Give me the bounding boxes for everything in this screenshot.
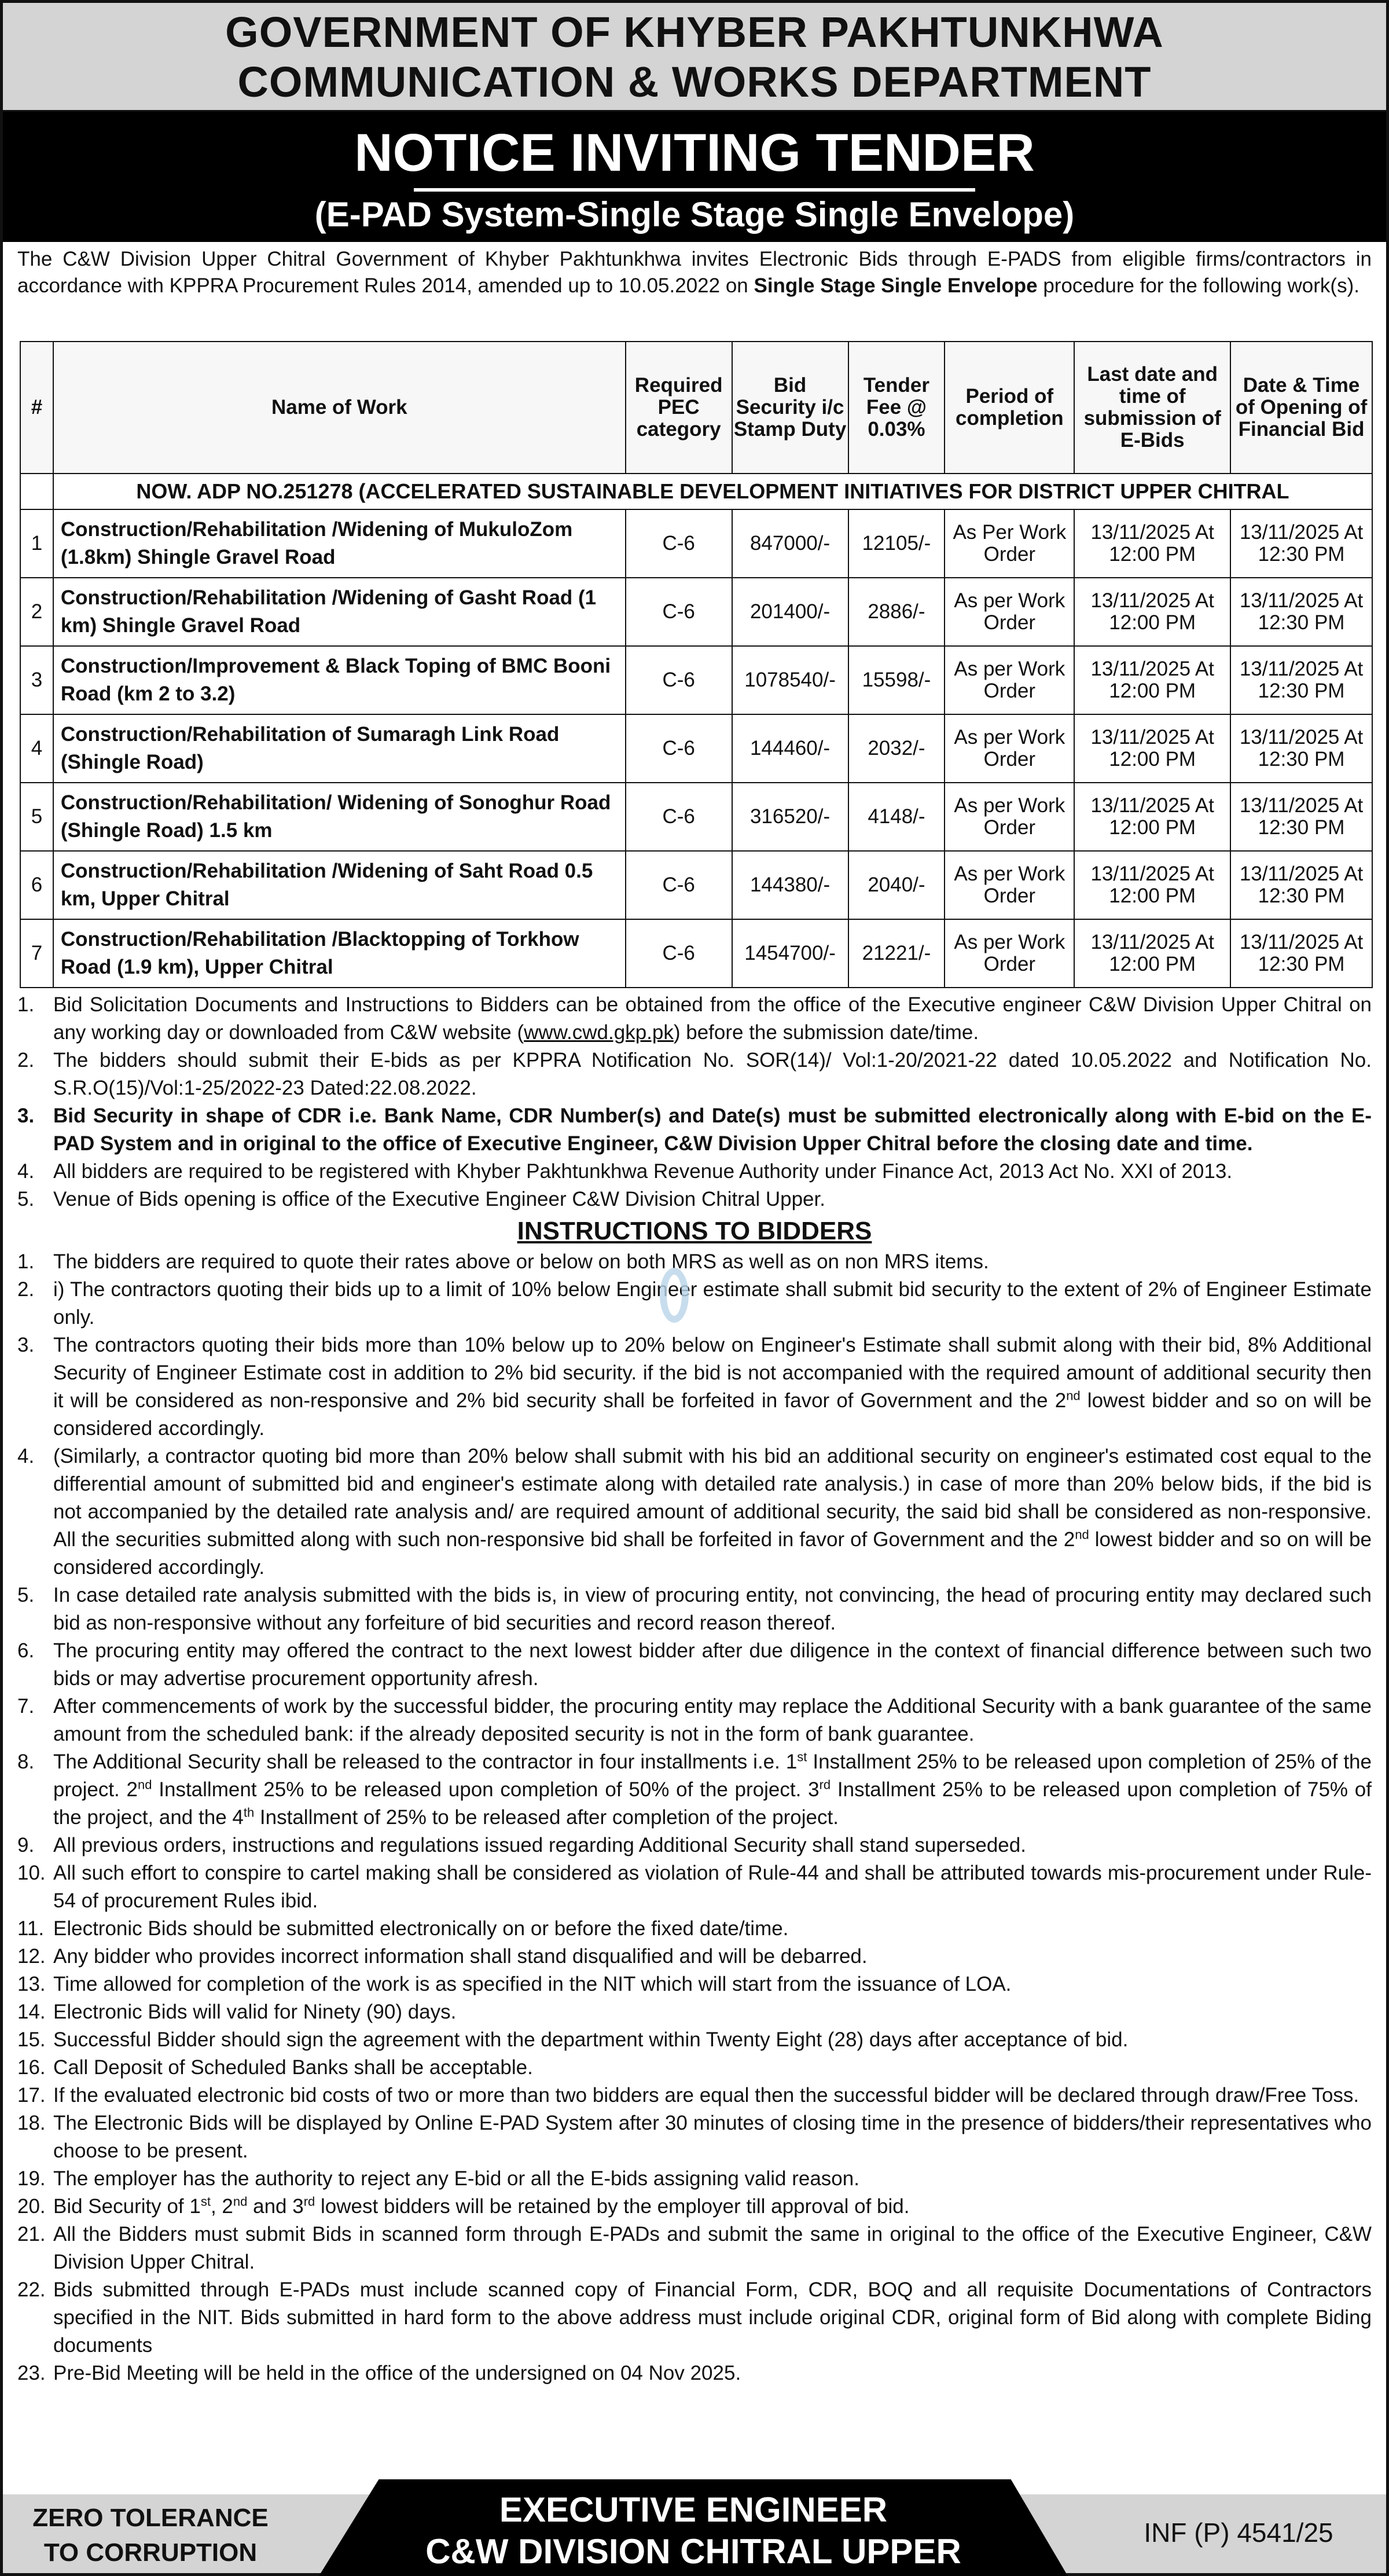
ordinal-suffix: th <box>243 1805 255 1820</box>
text-segment: Call Deposit of Scheduled Banks shall be acceptable. <box>53 2056 533 2079</box>
text-segment: Any bidder who provides incorrect information shall stand disqualified and will be debarred. <box>53 1945 868 1968</box>
section-row <box>20 474 1372 509</box>
text-segment: i) The contractors quoting their bids up to a limit of 10% below Engineer estimate shall submit bid security to the extent of 2% of Engineer Estimate only. <box>53 1278 1372 1329</box>
cell-fee: 4148/- <box>848 783 945 851</box>
item-text <box>53 1158 1372 1186</box>
cell-no: 7 <box>20 919 53 988</box>
cell-no: 3 <box>20 646 53 714</box>
intro-text-end: procedure for the following work(s). <box>1037 274 1359 297</box>
cell-security: 1454700/- <box>732 919 848 988</box>
cell-opening: 13/11/2025 At 12:30 PM <box>1230 578 1372 646</box>
cell-no: 5 <box>20 783 53 851</box>
table-row <box>20 714 1372 783</box>
list-item <box>17 2054 1372 2082</box>
cell-opening: 13/11/2025 At 12:30 PM <box>1230 851 1372 919</box>
cell-period: As per Work Order <box>945 578 1074 646</box>
cell-fee: 2040/- <box>848 851 945 919</box>
cell-opening: 13/11/2025 At 12:30 PM <box>1230 714 1372 783</box>
cell-pec: C-6 <box>626 578 732 646</box>
cell-period: As per Work Order <box>945 714 1074 783</box>
column-header: Period of completion <box>945 342 1074 474</box>
text-segment: All bidders are required to be registered with Khyber Pakhtunkhwa Revenue Authority under Finance Act, 2013 Act No. XXI of 2013. <box>53 1160 1233 1183</box>
cell-opening: 13/11/2025 At 12:30 PM <box>1230 646 1372 714</box>
item-text <box>53 2026 1372 2054</box>
government-header <box>3 3 1386 112</box>
cell-pec: C-6 <box>626 851 732 919</box>
list-item <box>17 2360 1372 2387</box>
text-segment: The bidders are required to quote their rates above or below on both MRS as well as on non MRS items. <box>53 1250 989 1273</box>
item-text <box>53 1186 1372 1213</box>
item-number: 1. <box>17 1250 35 1273</box>
cell-pec: C-6 <box>626 783 732 851</box>
table-header-row <box>20 342 1372 474</box>
text-segment: If the evaluated electronic bid costs of two or more than two bidders are equal then the successful bidder will be declared through draw/Free Toss. <box>53 2084 1359 2107</box>
list-item <box>17 1637 1372 1693</box>
item-number: 5. <box>17 1188 35 1210</box>
text-segment: (Similarly, a contractor quoting bid more than 20% below shall submit with his bid an additional security on engineer's estimated cost equal to the differential amount of submitted bid and engineer's estimate along with detailed rate analysis.) in case of more than 20% below bids, if the bid is not accompanied by the detailed rate analysis and/ are required amount of additional security, the said bid shall be considered as non-responsive. All the securities submitted along with such non-responsive bid shall be forfeited in favor of Government and the 2 <box>53 1445 1372 1551</box>
item-number: 4. <box>17 1160 35 1183</box>
cell-name: Construction/Rehabilitation of Sumaragh Link Road (Shingle Road) <box>53 714 626 783</box>
slogan-line-2: TO CORRUPTION <box>43 2538 258 2567</box>
list-item <box>17 1581 1372 1637</box>
item-text <box>53 2054 1372 2082</box>
cell-security: 144380/- <box>732 851 848 919</box>
item-text <box>53 1943 1372 1970</box>
list-item <box>17 1158 1372 1186</box>
list-item <box>17 1047 1372 1102</box>
item-text <box>53 1915 1372 1943</box>
item-number: 7. <box>17 1695 35 1718</box>
header-line-2: COMMUNICATION & WORKS DEPARTMENT <box>237 58 1152 106</box>
list-item <box>17 1331 1372 1443</box>
slogan-line-1: ZERO TOLERANCE <box>32 2504 269 2532</box>
text-segment: Time allowed for completion of the work is as specified in the NIT which will start from the issuance of LOA. <box>53 1973 1012 1995</box>
cell-period: As per Work Order <box>945 919 1074 988</box>
item-text <box>53 1859 1372 1915</box>
cell-no: 6 <box>20 851 53 919</box>
text-segment: Pre-Bid Meeting will be held in the office of the undersigned on 04 Nov 2025. <box>53 2362 741 2384</box>
text-segment: Electronic Bids should be submitted electronically on or before the fixed date/time. <box>53 1917 789 1940</box>
text-segment: Electronic Bids will valid for Ninety (90) days. <box>53 2001 457 2023</box>
item-number: 9. <box>17 1834 35 1856</box>
cell-period: As per Work Order <box>945 646 1074 714</box>
cell-name: Construction/Rehabilitation /Blacktopping of Torkhow Road (1.9 km), Upper Chitral <box>53 919 626 988</box>
list-item <box>17 1693 1372 1748</box>
item-text <box>53 1331 1372 1443</box>
item-text <box>53 1748 1372 1832</box>
item-text <box>53 2360 1372 2387</box>
notice-title: NOTICE INVITING TENDER <box>354 123 1035 182</box>
item-number: 11. <box>17 1917 45 1940</box>
cell-name: Construction/Rehabilitation/ Widening of Sonoghur Road (Shingle Road) 1.5 km <box>53 783 626 851</box>
item-number: 17. <box>17 2084 46 2107</box>
item-text <box>53 2082 1372 2109</box>
text-segment: ) before the submission date/time. <box>673 1021 979 1044</box>
item-text <box>53 1276 1372 1331</box>
list-item <box>17 2026 1372 2054</box>
list-item <box>17 1748 1372 1832</box>
cell-fee: 2032/- <box>848 714 945 783</box>
text-segment: The bidders should submit their E-bids as per KPPRA Notification No. SOR(14)/ Vol:1-20/2021-22 dated 10.05.2022 and Notification No. S.R.O(15)/Vol:1-25/2022-23 Dated:22.08.2022. <box>53 1049 1372 1099</box>
cell-opening: 13/11/2025 At 12:30 PM <box>1230 509 1372 578</box>
cell-no: 2 <box>20 578 53 646</box>
list-item <box>17 1859 1372 1915</box>
ordinal-suffix: st <box>797 1749 807 1764</box>
notes-section <box>17 991 1372 2387</box>
item-number: 18. <box>17 2112 46 2134</box>
list-item <box>17 2276 1372 2360</box>
text-segment: The employer has the authority to reject any E-bid or all the E-bids assigning valid reason. <box>53 2167 859 2190</box>
cell-security: 144460/- <box>732 714 848 783</box>
item-number: 1. <box>17 993 35 1016</box>
list-item <box>17 1970 1372 1998</box>
table-row <box>20 646 1372 714</box>
cell-security: 316520/- <box>732 783 848 851</box>
list-item <box>17 1186 1372 1213</box>
item-number: 20. <box>17 2195 46 2218</box>
list-item <box>17 1832 1372 1859</box>
column-header: Bid Security i/c Stamp Duty <box>732 342 848 474</box>
list-item <box>17 1915 1372 1943</box>
list-item <box>17 1248 1372 1276</box>
title-banner <box>3 112 1386 242</box>
item-text <box>53 1970 1372 1998</box>
cell-period: As per Work Order <box>945 783 1074 851</box>
cell-name: Construction/Rehabilitation /Widening of MukuloZom (1.8km) Shingle Gravel Road <box>53 509 626 578</box>
list-item <box>17 2165 1372 2193</box>
text-segment: All previous orders, instructions and regulations issued regarding Additional Security shall stand superseded. <box>53 1834 1026 1856</box>
section-title: NOW. ADP NO.251278 (ACCELERATED SUSTAINABLE DEVELOPMENT INITIATIVES FOR DISTRICT UPPER CHITRAL <box>53 474 1372 509</box>
text-segment: lowest bidder and so on will be considered accordingly. <box>53 1528 1372 1579</box>
item-text <box>53 1102 1372 1158</box>
cell-security: 201400/- <box>732 578 848 646</box>
cell-pec: C-6 <box>626 509 732 578</box>
signatory-division: C&W DIVISION CHITRAL UPPER <box>425 2532 961 2571</box>
intro-procedure: Single Stage Single Envelope <box>754 274 1038 297</box>
text-segment: Successful Bidder should sign the agreement with the department within Twenty Eight (28) days after acceptance of bid. <box>53 2028 1129 2051</box>
item-number: 12. <box>17 1945 46 1968</box>
list-item <box>17 1276 1372 1331</box>
column-header: # <box>20 342 53 474</box>
cell-period: As Per Work Order <box>945 509 1074 578</box>
reference-number: INF (P) 4541/25 <box>1144 2518 1333 2548</box>
ordinal-suffix: nd <box>1066 1388 1081 1403</box>
text-segment: Bid Security in shape of CDR i.e. Bank Name, CDR Number(s) and Date(s) must be submitted electronically along with E-bid on the E-PAD System and in original to the office of Executive Engineer, C&W Division Upper Chitral before the closing date and time. <box>53 1104 1372 1155</box>
text-segment: Bids submitted through E-PADs must include scanned copy of Financial Form, CDR, BOQ and all requisite Documentations of Contractors specified in the NIT. Bids submitted in hard form to the above address must include original CDR, original form of Bid along with complete Biding documents <box>53 2278 1372 2357</box>
cell-submission: 13/11/2025 At 12:00 PM <box>1074 783 1230 851</box>
cell-name: Construction/Rehabilitation /Widening of Saht Road 0.5 km, Upper Chitral <box>53 851 626 919</box>
intro-text: The C&W Division Upper Chitral Government of Khyber Pakhtunkhwa invites Electronic Bids through E-PADS from eligible firms/contractors in accordance with KPPRA Procurement Rules 2014, amended up to 10.05.2022 on <box>17 248 1372 297</box>
item-text <box>53 1581 1372 1637</box>
ordinal-suffix: nd <box>138 1777 152 1792</box>
cell-pec: C-6 <box>626 646 732 714</box>
list-item <box>17 1943 1372 1970</box>
cell-submission: 13/11/2025 At 12:00 PM <box>1074 509 1230 578</box>
list-item <box>17 1102 1372 1158</box>
item-text <box>53 1693 1372 1748</box>
ordinal-suffix: nd <box>1075 1527 1089 1542</box>
cell-no: 4 <box>20 714 53 783</box>
text-segment: After commencements of work by the successful bidder, the procuring entity may replace the Additional Security with a bank guarantee of the same amount from the scheduled bank: if the already deposited security is not in the form of bank guarantee. <box>53 1695 1372 1745</box>
cell-submission: 13/11/2025 At 12:00 PM <box>1074 646 1230 714</box>
cell-security: 847000/- <box>732 509 848 578</box>
ordinal-suffix: st <box>200 2194 211 2209</box>
ordinal-suffix: rd <box>819 1777 831 1792</box>
text-segment: All the Bidders must submit Bids in scanned form through E-PADs and submit the same in original to the office of the Executive Engineer, C&W Division Upper Chitral. <box>53 2223 1372 2273</box>
cell-fee: 12105/- <box>848 509 945 578</box>
text-segment: Installment 25% to be released upon completion of 75% of the project, and the 4 <box>53 1778 1372 1829</box>
item-text <box>53 1998 1372 2026</box>
item-number: 23. <box>17 2362 46 2384</box>
text-segment: All such effort to conspire to cartel making shall be considered as violation of Rule-44 and shall be attributed towards mis-procurement under Rule-54 of procurement Rules ibid. <box>53 1862 1372 1912</box>
column-header: Last date and time of submission of E-Bids <box>1074 342 1230 474</box>
text-segment: Installment 25% to be released upon completion of 25% of the project. 2 <box>53 1751 1372 1801</box>
item-text <box>53 2165 1372 2193</box>
cell-period: As per Work Order <box>945 851 1074 919</box>
item-number: 19. <box>17 2167 46 2190</box>
table-row <box>20 578 1372 646</box>
item-number: 13. <box>17 1973 46 1995</box>
item-number: 5. <box>17 1584 35 1606</box>
cell-no: 1 <box>20 509 53 578</box>
item-number: 3. <box>17 1104 35 1127</box>
text-segment: Installment of 25% to be released after completion of the project. <box>254 1806 839 1829</box>
cell-submission: 13/11/2025 At 12:00 PM <box>1074 919 1230 988</box>
item-number: 16. <box>17 2056 46 2079</box>
cell-submission: 13/11/2025 At 12:00 PM <box>1074 578 1230 646</box>
text-segment: lowest bidders will be retained by the employer till approval of bid. <box>315 2195 910 2218</box>
item-text <box>53 1443 1372 1581</box>
text-segment: Venue of Bids opening is office of the Executive Engineer C&W Division Chitral Upper. <box>53 1188 825 1210</box>
text-segment: Installment 25% to be released upon completion of 50% of the project. 3 <box>152 1778 820 1801</box>
cell-name: Construction/Rehabilitation /Widening of Gasht Road (1 km) Shingle Gravel Road <box>53 578 626 646</box>
zero-tolerance-slogan <box>23 2501 278 2570</box>
website-link[interactable]: www.cwd.gkp.pk <box>524 1021 674 1044</box>
cell-pec: C-6 <box>626 919 732 988</box>
signatory <box>319 2489 1068 2573</box>
ordinal-suffix: nd <box>233 2194 248 2209</box>
notes-list <box>17 991 1372 1213</box>
intro-paragraph <box>17 246 1372 299</box>
item-text <box>53 1047 1372 1102</box>
item-text <box>53 2276 1372 2360</box>
text-segment: The procuring entity may offered the contract to the next lowest bidder after due diligence in the context of financial difference between such two bids or may advertise procurement opportunity afresh. <box>53 1639 1372 1690</box>
cell-fee: 21221/- <box>848 919 945 988</box>
works-table <box>20 341 1373 988</box>
table-row <box>20 783 1372 851</box>
item-number: 15. <box>17 2028 46 2051</box>
header-line-1: GOVERNMENT OF KHYBER PAKHTUNKHWA <box>225 8 1164 56</box>
watermark-logo-icon <box>660 1268 689 1323</box>
column-header: Tender Fee @ 0.03% <box>848 342 945 474</box>
cell-fee: 2886/- <box>848 578 945 646</box>
text-segment: The contractors quoting their bids more than 10% below up to 20% below on Engineer's Estimate shall submit along with their bid, 8% Additional Security of Engineer Estimate cost in addition to 2% bid security. if the bid is not accompanied with the required amount of additional security then it will be considered as non-responsive and 2% bid security shall be forfeited in favor of Government and the 2 <box>53 1334 1372 1412</box>
table-row <box>20 851 1372 919</box>
cell-security: 1078540/- <box>732 646 848 714</box>
text-segment: Bid Security of 1 <box>53 2195 201 2218</box>
item-text <box>53 2221 1372 2276</box>
text-segment: The Additional Security shall be released to the contractor in four installments i.e. 1 <box>53 1751 798 1773</box>
item-number: 2. <box>17 1278 35 1301</box>
item-number: 14. <box>17 2001 46 2023</box>
item-text <box>53 1248 1372 1276</box>
text-segment: In case detailed rate analysis submitted with the bids is, in view of procuring entity, not convincing, the head of procuring entity may declared such bid as non-responsive without any forfeiture of bid securities and record reason thereof. <box>53 1584 1372 1634</box>
item-text <box>53 991 1372 1047</box>
instructions-heading: INSTRUCTIONS TO BIDDERS <box>517 1217 872 1245</box>
item-text <box>53 2193 1372 2221</box>
instructions-list <box>17 1248 1372 2387</box>
text-segment: lowest bidder and so on will be considered accordingly. <box>53 1389 1372 1440</box>
ordinal-suffix: rd <box>303 2194 315 2209</box>
cell-opening: 13/11/2025 At 12:30 PM <box>1230 919 1372 988</box>
item-number: 22. <box>17 2278 46 2301</box>
item-number: 21. <box>17 2223 46 2245</box>
column-header: Name of Work <box>53 342 626 474</box>
cell-fee: 15598/- <box>848 646 945 714</box>
column-header: Date & Time of Opening of Financial Bid <box>1230 342 1372 474</box>
cell-submission: 13/11/2025 At 12:00 PM <box>1074 714 1230 783</box>
cell-pec: C-6 <box>626 714 732 783</box>
item-text <box>53 1637 1372 1693</box>
column-header: Required PEC category <box>626 342 732 474</box>
signatory-title: EXECUTIVE ENGINEER <box>499 2490 888 2529</box>
list-item <box>17 2221 1372 2276</box>
list-item <box>17 1998 1372 2026</box>
table-row <box>20 919 1372 988</box>
table-row <box>20 509 1372 578</box>
item-number: 10. <box>17 1862 46 1884</box>
cell-opening: 13/11/2025 At 12:30 PM <box>1230 783 1372 851</box>
text-segment: The Electronic Bids will be displayed by Online E-PAD System after 30 minutes of closing time in the presence of bidders/their representatives who choose to be present. <box>53 2112 1372 2162</box>
list-item <box>17 2082 1372 2109</box>
notice-subtitle: (E-PAD System-Single Stage Single Envelope) <box>314 195 1075 234</box>
text-segment: Bid Solicitation Documents and Instructions to Bidders can be obtained from the office of the Executive engineer C&W Division Upper Chitral on any working day or downloaded from C&W website ( <box>53 993 1372 1044</box>
item-number: 2. <box>17 1049 35 1072</box>
list-item <box>17 2109 1372 2165</box>
cell-submission: 13/11/2025 At 12:00 PM <box>1074 851 1230 919</box>
item-number: 6. <box>17 1639 35 1662</box>
text-segment: and 3 <box>247 2195 304 2218</box>
cell-name: Construction/Improvement & Black Toping of BMC Booni Road (km 2 to 3.2) <box>53 646 626 714</box>
list-item <box>17 991 1372 1047</box>
item-text <box>53 2109 1372 2165</box>
item-number: 3. <box>17 1334 35 1356</box>
item-number: 8. <box>17 1751 35 1773</box>
list-item <box>17 2193 1372 2221</box>
list-item <box>17 1443 1372 1581</box>
text-segment: , 2 <box>210 2195 233 2218</box>
item-text <box>53 1832 1372 1859</box>
item-number: 4. <box>17 1445 35 1467</box>
